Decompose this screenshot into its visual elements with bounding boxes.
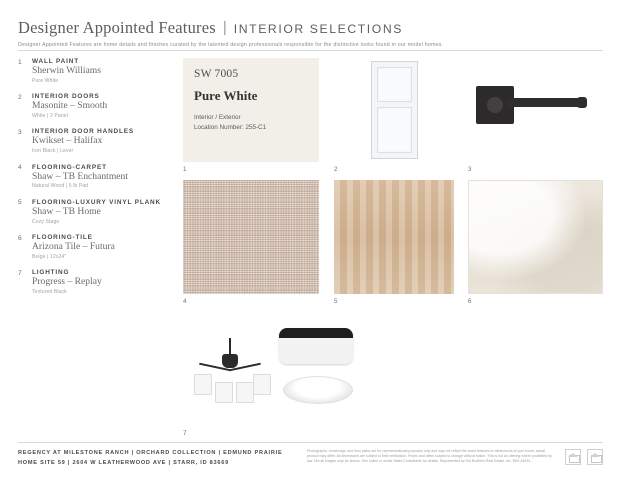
equal-housing-icon xyxy=(565,449,581,465)
door-panel-lower xyxy=(377,107,412,153)
swatch-wall-paint xyxy=(183,58,319,162)
swatch-interior-door xyxy=(334,58,454,162)
item-number: 7 xyxy=(18,269,22,277)
item-category: INTERIOR DOORS xyxy=(32,93,100,101)
item-detail: Natural Wood | 5 lb Pad xyxy=(32,183,89,190)
item-number: 3 xyxy=(18,128,22,136)
list-item xyxy=(18,93,168,119)
flush-mount-light-icon xyxy=(279,328,353,364)
item-category: LIGHTING xyxy=(32,269,70,277)
page-subtitle: Designer Appointed Features are home details and finishes curated by the talented design professionals responsible for the distinctive looks found in our model homes. xyxy=(18,42,444,48)
swatch-carpet xyxy=(183,180,319,294)
chandelier-shade xyxy=(215,382,233,403)
door-graphic xyxy=(371,61,418,159)
swatch-label-5: 5 xyxy=(334,298,338,305)
list-item xyxy=(18,128,168,154)
swatch-label-4: 4 xyxy=(183,298,187,305)
title-divider: | xyxy=(222,19,227,36)
item-detail: Textured Black xyxy=(32,289,67,296)
chandelier-body xyxy=(222,354,238,368)
item-name: Masonite – Smooth xyxy=(32,100,108,112)
item-number: 2 xyxy=(18,93,22,101)
paint-code: SW 7005 xyxy=(194,68,239,80)
paint-usage: Interior / Exterior xyxy=(194,114,241,121)
swatch-label-1: 1 xyxy=(183,166,187,173)
item-name: Kwikset – Halifax xyxy=(32,135,103,147)
footer-divider xyxy=(18,442,603,443)
item-category: FLOORING-LUXURY VINYL PLANK xyxy=(32,198,161,206)
chandelier-shade xyxy=(236,382,254,403)
swatch-floor-tile xyxy=(468,180,603,294)
swatch-luxury-vinyl-plank xyxy=(334,180,454,294)
header-divider xyxy=(18,50,603,51)
swatch-label-7: 7 xyxy=(183,430,187,437)
item-category: FLOORING-TILE xyxy=(32,234,93,242)
page-footer xyxy=(18,442,603,468)
swatch-label-6: 6 xyxy=(468,298,472,305)
item-name: Arizona Tile – Futura xyxy=(32,241,115,253)
item-detail: Beige | 12x24" xyxy=(32,253,67,260)
door-handle-lever xyxy=(506,98,584,107)
swatch-door-handle xyxy=(468,58,603,162)
item-category: INTERIOR DOOR HANDLES xyxy=(32,128,134,136)
footer-community-line: REGENCY AT MILESTONE RANCH | ORCHARD COLLECTION | EDMUND PRAIRIE xyxy=(18,450,283,456)
swatch-label-2: 2 xyxy=(334,166,338,173)
swatch-label-3: 3 xyxy=(468,166,472,173)
swatch-board xyxy=(183,58,603,437)
footer-address-line: HOME SITE 59 | 2604 W LEATHERWOOD AVE | STARR, ID 83669 xyxy=(18,459,229,466)
footer-logos xyxy=(565,449,603,465)
item-detail: Pure White xyxy=(32,77,59,84)
chandelier-icon xyxy=(191,338,269,406)
page-header xyxy=(18,18,603,48)
selections-list xyxy=(18,58,168,305)
item-category: WALL PAINT xyxy=(32,58,79,65)
swatch-lighting xyxy=(183,312,454,428)
item-number: 6 xyxy=(18,234,22,242)
item-category: FLOORING-CARPET xyxy=(32,163,107,171)
item-name: Shaw – TB Home xyxy=(32,205,101,217)
list-item xyxy=(18,234,168,260)
list-item xyxy=(18,269,168,295)
chandelier-shade xyxy=(194,374,212,395)
list-item xyxy=(18,58,168,84)
disc-light-icon xyxy=(283,376,353,404)
footer-disclaimer: Photographs, renderings, and floor plans are for representational purposes only and may not reflect the exact features or dimensions of your home; actual product may differ. All dimensions are subject to field verification. Prices and offers subject to change without notice. This is not an offering where prohibited by law. Not all images may be shown. See online or onsite Sales Consultants for details. Represented by Toll Brothers Real Estate, Inc. RE# 43034. xyxy=(307,449,552,463)
list-item xyxy=(18,199,168,225)
chandelier-shade xyxy=(253,374,271,395)
item-number: 5 xyxy=(18,199,22,207)
item-detail: White | 2 Panel xyxy=(32,112,68,119)
list-item xyxy=(18,164,168,190)
item-detail: Cozy Stage xyxy=(32,218,60,225)
paint-name: Pure White xyxy=(194,88,258,103)
paint-location-number: Location Number: 255-C1 xyxy=(194,124,267,132)
item-number: 1 xyxy=(18,58,22,66)
title-subheading: INTERIOR SELECTIONS xyxy=(233,22,403,36)
item-name: Shaw – TB Enchantment xyxy=(32,170,129,182)
page-title xyxy=(18,18,603,38)
paint-meta xyxy=(194,113,308,134)
title-main: Designer Appointed Features xyxy=(18,18,216,37)
builder-logo-icon xyxy=(587,449,603,465)
door-panel-upper xyxy=(377,67,412,102)
item-name: Sherwin Williams xyxy=(32,65,101,76)
item-number: 4 xyxy=(18,164,22,172)
footer-community-info xyxy=(18,449,282,468)
item-detail: Iron Black | Lever xyxy=(32,148,74,155)
item-name: Progress – Replay xyxy=(32,276,102,288)
